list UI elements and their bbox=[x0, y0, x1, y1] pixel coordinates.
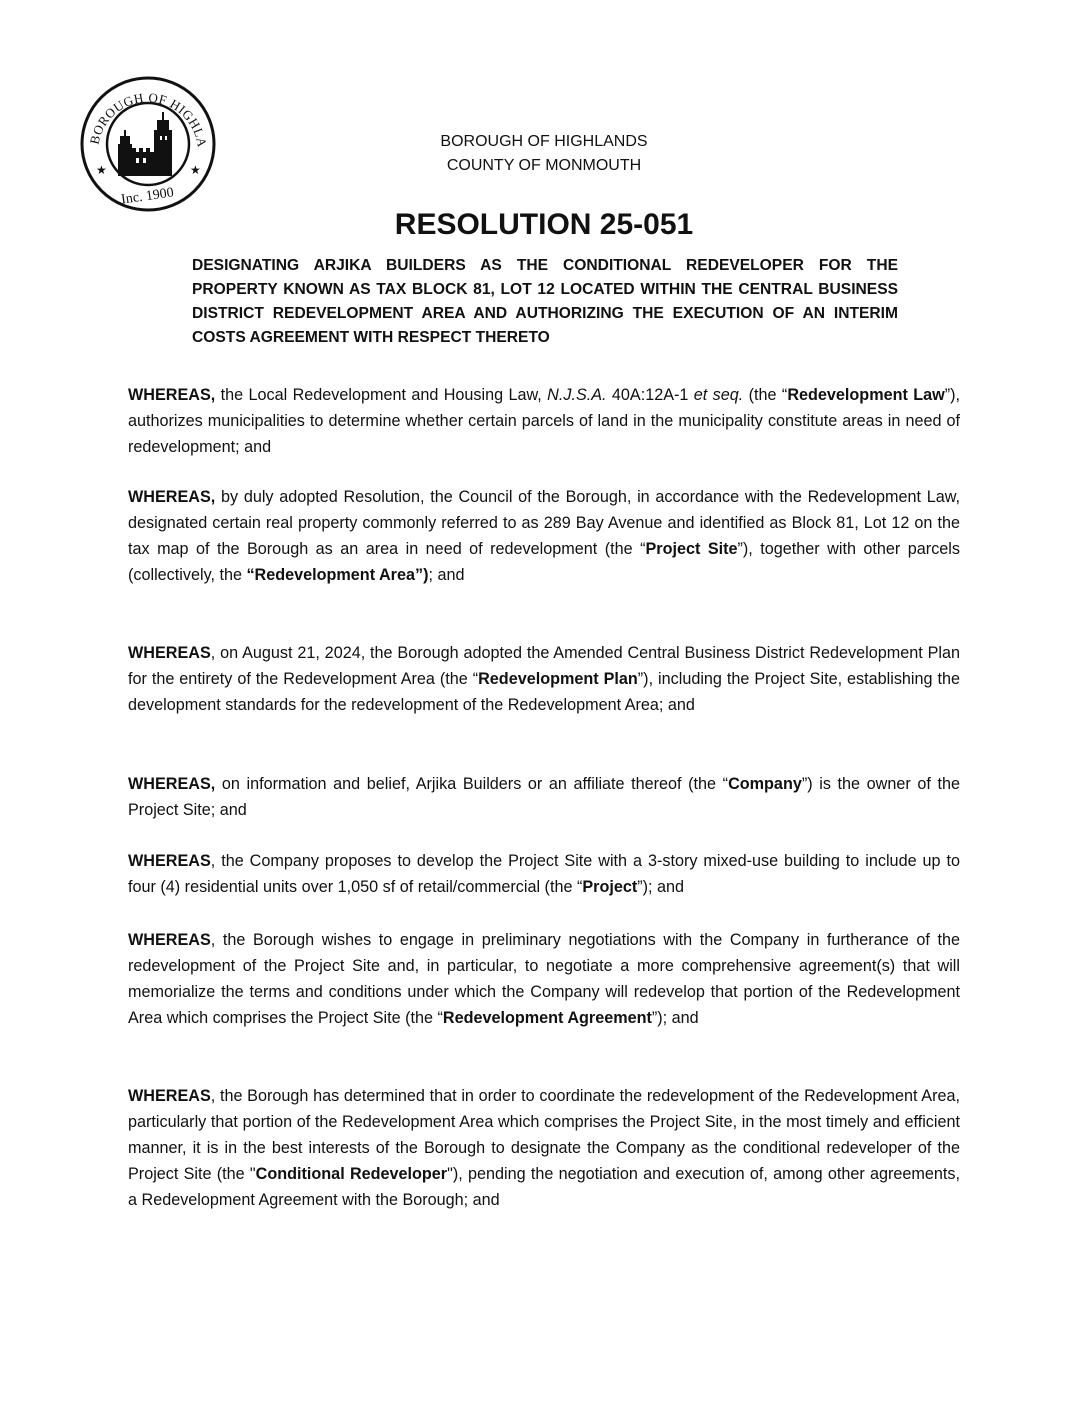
whereas-paragraph-3 bbox=[128, 640, 960, 718]
whereas-lead: WHEREAS, bbox=[128, 386, 216, 404]
whereas-paragraph-1 bbox=[128, 382, 960, 460]
paragraph-text: , the Company proposes to develop the Project Site with a 3-story mixed-use building to include up to four (4) residential units over 1,050 sf of retail/commercial (the “ bbox=[128, 852, 960, 896]
svg-text:★: ★ bbox=[96, 163, 107, 177]
defined-term: Redevelopment Plan bbox=[478, 670, 638, 688]
whereas-lead: WHEREAS, bbox=[128, 775, 216, 793]
paragraph-text: ; and bbox=[428, 566, 465, 584]
paragraph-text: by duly adopted Resolution, the Council of the Borough, in accordance with the Redevelopment Law, designated certain real property commonly referred to as 289 Bay Avenue and identified as Block 81, Lot 12 on the tax map of the Borough as an area in need of redevelopment (the “ bbox=[128, 488, 960, 558]
paragraph-text: ”), including the Project Site, establishing the development standards for the redevelopment of the Redevelopment Area; and bbox=[128, 670, 960, 714]
whereas-paragraph-2 bbox=[128, 484, 960, 588]
paragraph-text: ”); and bbox=[651, 1009, 699, 1027]
county-name: COUNTY OF MONMOUTH bbox=[446, 157, 642, 174]
whereas-lead: WHEREAS bbox=[128, 852, 211, 870]
paragraph-text: ”), together with other parcels (collectively, the bbox=[128, 540, 960, 584]
defined-term: Redevelopment Law bbox=[787, 386, 945, 404]
paragraph-text: the Local Redevelopment and Housing Law, bbox=[215, 386, 548, 404]
paragraph-text: on information and belief, Arjika Builders or an affiliate thereof (the “ bbox=[215, 775, 729, 793]
paragraph-text: 40A:12A-1 bbox=[606, 386, 694, 404]
paragraph-text: , on August 21, 2024, the Borough adopted the Amended Central Business District Redevelopment Plan for the entirety of the Redevelopment Area (the “ bbox=[128, 644, 960, 688]
whereas-lead: WHEREAS bbox=[128, 931, 211, 949]
defined-term: Company bbox=[728, 775, 802, 793]
paragraph-text: ”), authorizes municipalities to determine whether certain parcels of land in the municipality constitute areas in need of redevelopment; and bbox=[128, 386, 961, 456]
paragraph-text: ”) is the owner of the Project Site; and bbox=[128, 775, 960, 819]
italic-citation: et seq. bbox=[693, 386, 744, 404]
whereas-paragraph-7 bbox=[128, 1083, 960, 1213]
defined-term: Redevelopment Agreement bbox=[442, 1009, 652, 1027]
whereas-paragraph-6 bbox=[128, 927, 960, 1031]
defined-term: Project bbox=[582, 878, 638, 896]
italic-citation: N.J.S.A. bbox=[547, 386, 607, 404]
paragraph-text: "), pending the negotiation and execution of, among other agreements, a Redevelopment Agreement with the Borough; and bbox=[128, 1165, 960, 1209]
whereas-lead: WHEREAS bbox=[128, 1087, 211, 1105]
paragraph-text: (the “ bbox=[743, 386, 788, 404]
paragraph-text: ”); and bbox=[637, 878, 685, 896]
svg-text:Inc. 1900: Inc. 1900 bbox=[120, 185, 175, 208]
whereas-lead: WHEREAS, bbox=[128, 488, 216, 506]
municipality-name: BOROUGH OF HIGHLANDS bbox=[440, 133, 648, 150]
defined-term: Conditional Redeveloper bbox=[255, 1165, 448, 1183]
whereas-lead: WHEREAS bbox=[128, 644, 211, 662]
defined-term: “Redevelopment Area”) bbox=[246, 566, 429, 584]
paragraph-text: , the Borough wishes to engage in preliminary negotiations with the Company in furtherance of the redevelopment of the Project Site and, in particular, to negotiate a more comprehensive agreement(s) that will memorialize the terms and conditions under which the Company will redevelop that portion of the Redevelopment Area which comprises the Project Site (the “ bbox=[128, 931, 960, 1027]
svg-text:THE BOROUGH OF HIGHLANDS: BOROUGH OF HIGHLA bbox=[86, 89, 210, 149]
resolution-subtitle: DESIGNATING ARJIKA BUILDERS AS THE CONDITIONAL REDEVELOPER FOR THE PROPERTY KNOWN AS TAX BLOCK 81, LOT 12 LOCATED WITHIN THE CENTRAL BUSINESS DISTRICT REDEVELOPMENT AREA AND AUTHORIZING THE EXECUTION OF AN INTERIM COSTS AGREEMENT WITH RESPECT THERETO bbox=[192, 257, 898, 346]
defined-term: Project Site bbox=[645, 540, 738, 558]
svg-text:★: ★ bbox=[190, 163, 201, 177]
paragraph-text: , the Borough has determined that in order to coordinate the redevelopment of the Redevelopment Area, particularly that portion of the Redevelopment Area which comprises the Project Site, in the most timely and efficient manner, it is in the best interests of the Borough to designate the Company as the conditional redeveloper of the Project Site (the " bbox=[128, 1087, 960, 1183]
whereas-paragraph-4 bbox=[128, 771, 960, 823]
whereas-paragraph-5 bbox=[128, 848, 960, 900]
resolution-title: RESOLUTION 25-051 bbox=[394, 208, 694, 241]
